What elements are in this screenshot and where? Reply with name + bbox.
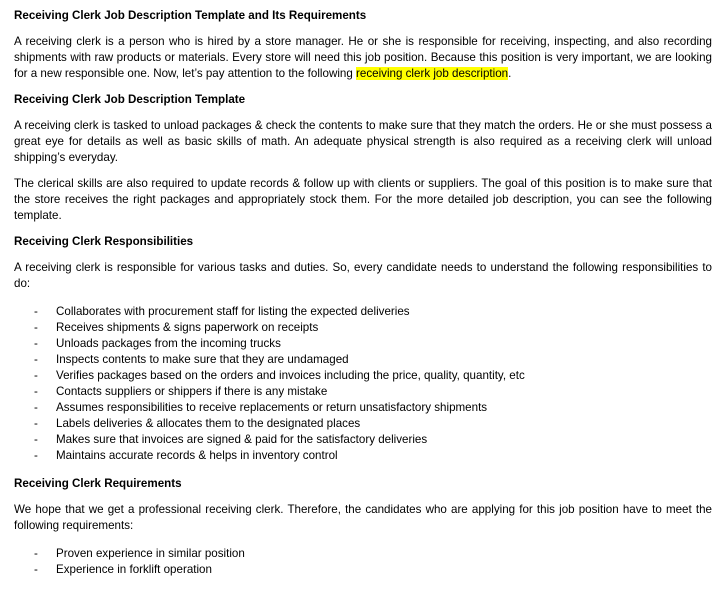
bullet-dash: - bbox=[34, 433, 38, 446]
bullet-dash: - bbox=[34, 417, 38, 430]
responsibility-item-text: Verifies packages based on the orders and invoices including the price, quality, quantity, etc bbox=[56, 369, 525, 382]
responsibility-item-text: Contacts suppliers or shippers if there is any mistake bbox=[56, 385, 328, 398]
intro-text: A receiving clerk is a person who is hired by a store manager. He or she is responsible for receiving, inspecting, and also recording shipments with raw products or materials. Every store will need this job position. Because this position is very important, we are looking for a new responsible one. Now, let’s pay attention to the following bbox=[14, 35, 712, 80]
responsibility-item bbox=[14, 368, 712, 384]
template-paragraph-2: The clerical skills are also required to update records & follow up with clients or suppliers. The goal of this position is to make sure that the store receives the right packages and appropriately stock them. For the more detailed job description, you can see the following template. bbox=[14, 177, 712, 222]
responsibility-item-text: Collaborates with procurement staff for listing the expected deliveries bbox=[56, 305, 410, 318]
template-heading: Receiving Clerk Job Description Template bbox=[14, 93, 246, 106]
responsibility-item bbox=[14, 336, 712, 352]
responsibility-item-text: Receives shipments & signs paperwork on receipts bbox=[56, 321, 319, 334]
bullet-dash: - bbox=[34, 305, 38, 318]
requirements-heading: Receiving Clerk Requirements bbox=[14, 477, 182, 490]
responsibility-item bbox=[14, 400, 712, 416]
responsibility-item bbox=[14, 432, 712, 448]
intro-end: . bbox=[508, 67, 512, 80]
responsibilities-intro: A receiving clerk is responsible for various tasks and duties. So, every candidate needs to understand the following responsibilities to do: bbox=[14, 261, 712, 290]
template-paragraph-1: A receiving clerk is tasked to unload packages & check the contents to make sure that they match the orders. He or she must possess a great eye for details as well as basic skills of math. An adequate physical strength is also required as a receiving clerk will unload shipping’s everyday. bbox=[14, 119, 712, 164]
requirement-item-text: Proven experience in similar position bbox=[56, 547, 245, 560]
responsibility-item-text: Assumes responsibilities to receive replacements or return unsatisfactory shipments bbox=[56, 401, 488, 414]
requirement-item bbox=[14, 546, 712, 562]
bullet-dash: - bbox=[34, 369, 38, 382]
responsibility-item-text: Maintains accurate records & helps in inventory control bbox=[56, 449, 338, 462]
responsibility-item bbox=[14, 304, 712, 320]
responsibility-item-text: Labels deliveries & allocates them to the designated places bbox=[56, 417, 361, 430]
bullet-dash: - bbox=[34, 547, 38, 560]
bullet-dash: - bbox=[34, 449, 38, 462]
bullet-dash: - bbox=[34, 337, 38, 350]
bullet-dash: - bbox=[34, 401, 38, 414]
document-title: Receiving Clerk Job Description Template and Its Requirements bbox=[14, 9, 367, 22]
bullet-dash: - bbox=[34, 563, 38, 576]
responsibility-item-text: Inspects contents to make sure that they are undamaged bbox=[56, 353, 349, 366]
responsibility-item bbox=[14, 352, 712, 368]
responsibilities-list bbox=[14, 304, 712, 464]
requirement-item bbox=[14, 562, 712, 578]
responsibility-item bbox=[14, 416, 712, 432]
bullet-dash: - bbox=[34, 321, 38, 334]
intro-paragraph bbox=[14, 34, 712, 82]
responsibility-item bbox=[14, 384, 712, 400]
responsibility-item-text: Makes sure that invoices are signed & paid for the satisfactory deliveries bbox=[56, 433, 428, 446]
requirements-intro: We hope that we get a professional receiving clerk. Therefore, the candidates who are applying for this job position have to meet the following requirements: bbox=[14, 503, 712, 532]
bullet-dash: - bbox=[34, 353, 38, 366]
responsibility-item bbox=[14, 320, 712, 336]
bullet-dash: - bbox=[34, 385, 38, 398]
requirements-list bbox=[14, 546, 712, 578]
responsibilities-heading: Receiving Clerk Responsibilities bbox=[14, 235, 194, 248]
requirement-item-text: Experience in forklift operation bbox=[56, 563, 212, 576]
highlighted-link-text[interactable]: receiving clerk job description bbox=[356, 67, 509, 80]
responsibility-item-text: Unloads packages from the incoming trucks bbox=[56, 337, 281, 350]
responsibility-item bbox=[14, 448, 712, 464]
document-page bbox=[14, 8, 712, 590]
